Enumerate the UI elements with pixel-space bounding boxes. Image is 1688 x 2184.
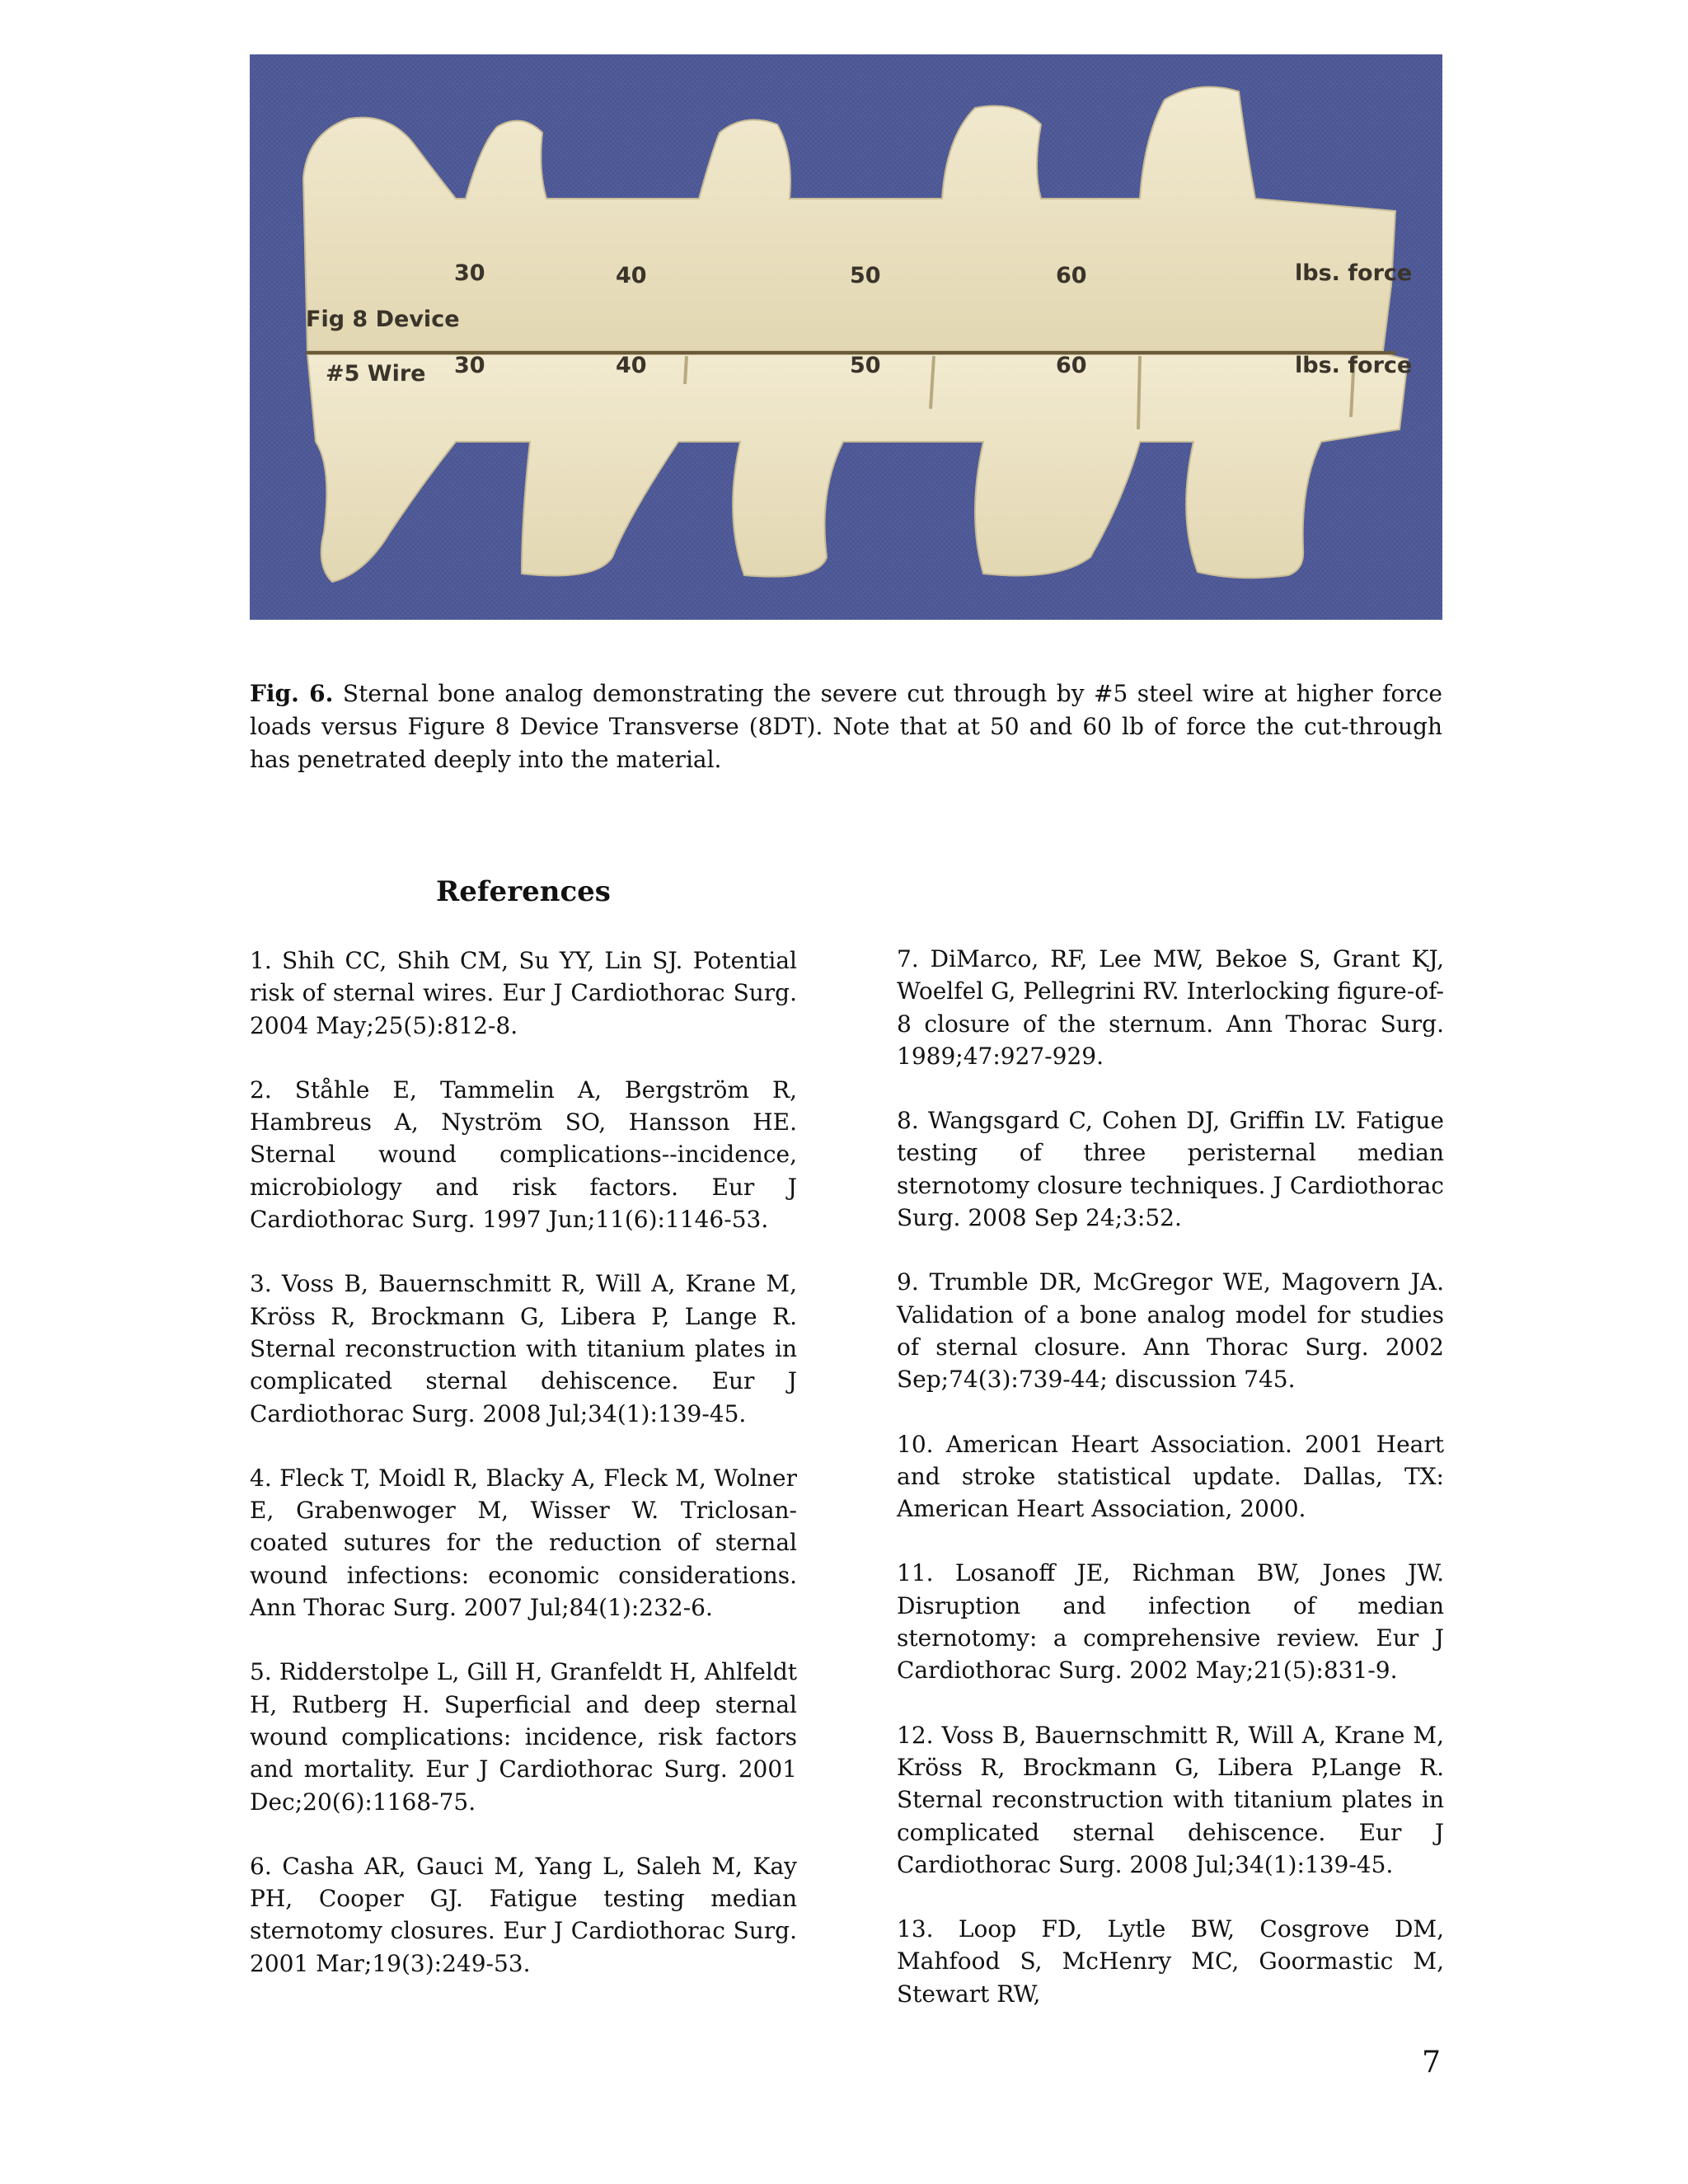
reference-item: 3. Voss B, Bauernschmitt R, Will A, Krane M, Kröss R, Brockmann G, Libera P, Lange R. Sternal reconstruction with titanium plates in complicated sternal dehiscence. Eur J Cardiothorac Surg. 2008 Jul;34(1):139-45. bbox=[250, 1270, 797, 1427]
page-number: 7 bbox=[1422, 2046, 1441, 2079]
references-left-column bbox=[250, 944, 797, 2012]
top-force-60-label: 60 bbox=[1056, 263, 1087, 288]
figure-photo bbox=[250, 54, 1442, 620]
top-force-30-label: 30 bbox=[454, 260, 485, 286]
figure-caption bbox=[250, 677, 1442, 776]
bottom-force-30-label: 30 bbox=[454, 353, 485, 378]
reference-item: 2. Ståhle E, Tammelin A, Bergström R, Hambreus A, Nyström SO, Hansson HE. Sternal wound complications--incidence, microbiology and risk factors. Eur J Cardiothorac Surg. 1997 Jun;11(6):1146-53. bbox=[250, 1076, 797, 1234]
bottom-force-50-label: 50 bbox=[850, 353, 881, 378]
figure-caption-text: Sternal bone analog demonstrating the severe cut through by #5 steel wire at higher force loads versus Figure 8 Device Transverse (8DT). Note that at 50 and 60 lb of force the cut-through has penetrated deeply into the material. bbox=[250, 680, 1442, 773]
bottom-force-40-label: 40 bbox=[616, 353, 647, 378]
reference-item: 1. Shih CC, Shih CM, Su YY, Lin SJ. Potential risk of sternal wires. Eur J Cardiothorac Surg. 2004 May;25(5):812-8. bbox=[250, 947, 797, 1039]
fig8-device-label: Fig 8 Device bbox=[306, 307, 460, 332]
cut-mark-40 bbox=[685, 356, 687, 384]
bone-analog-illustration bbox=[250, 54, 1442, 620]
figure-caption-label: Fig. 6. bbox=[250, 680, 334, 707]
reference-item: 5. Ridderstolpe L, Gill H, Granfeldt H, Ahlfeldt H, Rutberg H. Superficial and deep sternal wound complications: incidence, risk factors and mortality. Eur J Cardiothorac Surg. 2001 Dec;20(6):1168-75. bbox=[250, 1658, 797, 1816]
reference-item: 11. Losanoff JE, Richman BW, Jones JW. Disruption and infection of median sternotomy: a comprehensive review. Eur J Cardiothorac Surg. 2002 May;21(5):831-9. bbox=[897, 1559, 1444, 1685]
reference-item: 6. Casha AR, Gauci M, Yang L, Saleh M, Kay PH, Cooper GJ. Fatigue testing median sternotomy closures. Eur J Cardiothorac Surg. 2001 Mar;19(3):249-53. bbox=[250, 1852, 797, 1977]
reference-item: 12. Voss B, Bauernschmitt R, Will A, Krane M, Kröss R, Brockmann G, Libera P,Lange R. Sternal reconstruction with titanium plates in complicated sternal dehiscence. Eur J Cardiothorac Surg. 2008 Jul;34(1):139-45. bbox=[897, 1721, 1444, 1878]
reference-item: 8. Wangsgard C, Cohen DJ, Griffin LV. Fatigue testing of three peristernal median sternotomy closure techniques. J Cardiothorac Surg. 2008 Sep 24;3:52. bbox=[897, 1107, 1444, 1232]
bottom-force-units-label: lbs. force bbox=[1295, 353, 1413, 378]
reference-item: 10. American Heart Association. 2001 Heart and stroke statistical update. Dallas, TX: American Heart Association, 2000. bbox=[897, 1430, 1444, 1523]
reference-item: 13. Loop FD, Lytle BW, Cosgrove DM, Mahfood S, McHenry MC, Goormastic M, Stewart RW, bbox=[897, 1915, 1444, 2008]
top-force-50-label: 50 bbox=[850, 263, 881, 288]
top-force-units-label: lbs. force bbox=[1295, 260, 1413, 286]
reference-item: 7. DiMarco, RF, Lee MW, Bekoe S, Grant KJ, Woelfel G, Pellegrini RV. Interlocking figure-of-8 closure of the sternum. Ann Thorac Surg. 1989;47:927-929. bbox=[897, 945, 1444, 1070]
references-right-column bbox=[897, 943, 1444, 2042]
bottom-force-60-label: 60 bbox=[1056, 353, 1087, 378]
references-heading: References bbox=[436, 875, 611, 908]
top-force-40-label: 40 bbox=[616, 263, 647, 288]
reference-item: 9. Trumble DR, McGregor WE, Magovern JA. Validation of a bone analog model for studies of sternal closure. Ann Thorac Surg. 2002 Sep;74(3):739-44; discussion 745. bbox=[897, 1268, 1444, 1394]
wire5-label: #5 Wire bbox=[326, 361, 426, 387]
reference-item: 4. Fleck T, Moidl R, Blacky A, Fleck M, Wolner E, Grabenwoger M, Wisser W. Triclosan-coated sutures for the reduction of sternal wound infections: economic considerations. Ann Thorac Surg. 2007 Jul;84(1):232-6. bbox=[250, 1464, 797, 1622]
cut-mark-60 bbox=[1138, 356, 1140, 429]
